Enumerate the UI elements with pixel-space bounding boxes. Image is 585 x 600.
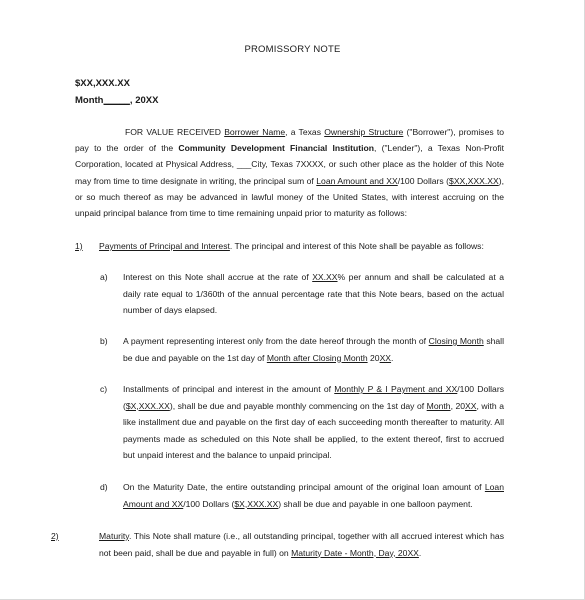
item-text [123,333,504,366]
date-month: Month [75,95,104,106]
item-text-part: ) shall be due and payable in one balloon payment. [278,498,473,509]
ownership-structure: Ownership Structure [324,127,404,137]
item-label: d) [100,482,108,492]
section-number: 2) [51,531,59,541]
interest-rate: XX.XX [312,272,338,282]
loan-amount-number: $XX,XXX.XX [449,175,499,186]
item-text-part: Interest on this Note shall accrue at the rate of [123,272,313,282]
section-text: . The principal and interest of this Note shall be payable as follows: [229,241,484,251]
section-title: Payments of Principal and Interest [99,241,230,251]
item-text-part: /100 Dollars ( [123,384,504,411]
section-title: Maturity [99,531,129,541]
loan-amount-words: Loan Amount and XX [316,175,398,186]
monthly-payment: Monthly P & I Payment and XX [334,384,458,394]
section-text: . [418,547,422,558]
list-item-a [100,269,504,319]
item-label: b) [100,336,108,346]
intro-text: , ("Lender"), a Texas Non-Profit Corporation, located at Physical Address, ___City, Texas 7XXXX, or such other place as the holder of this Note may from time to time designate in writing, the principal sum of [75,143,504,186]
lender-name: Community Development Financial Institution [178,143,375,154]
item-text-part: , with a like installment due and payable on the first day of each succeeding month thereafter to maturity. All payments made as scheduled on this Note shall be applied, to the extent thereof, first to accrued but unpaid interest and the balance to unpaid principal. [123,400,504,460]
item-text [123,269,504,319]
list-item-d [100,479,504,512]
item-text-part: Installments of principal and interest in the amount of [123,384,335,394]
intro-text: ), or so much thereof as may be advanced in lawful money of the United States, with interest accruing on the unpaid principal balance from time to time remaining unpaid prior to maturity as follows: [75,175,504,219]
note-date [75,95,158,106]
start-month: Month [426,400,451,411]
item-text-part: % per annum and shall be calculated at a daily rate equal to 1/360th of the annual percentage rate that this Note bears, based on the actual number of days elapsed. [123,272,504,315]
item-text [123,381,504,464]
item-text-part: /100 Dollars ( [183,498,235,509]
date-year: , 20XX [129,95,159,106]
year-placeholder: XX [379,352,392,363]
item-text-part: 20 [367,352,380,363]
borrower-name: Borrower Name [224,127,286,137]
section-maturity [51,528,504,561]
item-text-part: , 20 [450,400,466,411]
item-text-part: . [391,352,394,363]
item-text-part: A payment representing interest only from the date hereof through the month of [123,336,429,346]
intro-text: FOR VALUE RECEIVED [125,127,225,137]
year-placeholder: XX [465,400,477,411]
section-text: . This Note shall mature (i.e., all outstanding principal, together with all accrued interest which has not been paid, shall be due and payable in full) on [99,531,504,558]
list-item-b [100,333,504,366]
note-amount: $XX,XXX.XX [75,78,130,89]
item-text-part: On the Maturity Date, the entire outstanding principal amount of the original loan amount of [123,482,485,492]
item-label: c) [100,384,108,394]
intro-paragraph [75,124,504,221]
intro-text: /100 Dollars ( [397,175,450,186]
document-title: PROMISSORY NOTE [244,44,341,55]
list-item-c [100,381,504,464]
loan-amount-words: Loan Amount and XX [123,482,504,509]
item-text-part: shall be due and payable on the 1st day of [123,336,504,363]
intro-text: ("Borrower"), promises to pay to the order of the [75,127,505,154]
section-number: 1) [75,241,83,251]
closing-month: Closing Month [428,336,484,346]
item-text [123,479,504,512]
maturity-text [51,528,504,561]
item-label: a) [100,272,108,282]
item-text-part: ), shall be due and payable monthly commencing on the 1st day of [169,400,427,411]
date-blank: _____ [103,95,130,106]
intro-text: , a Texas [285,127,325,137]
loan-amount-number: $X,XXX.XX [234,498,279,509]
maturity-date: Maturity Date - Month, Day, 20XX [291,547,419,558]
section-payments-heading [75,238,504,254]
payment-amount: $X,XXX.XX [125,400,170,411]
month-after-closing: Month after Closing Month [266,352,368,363]
